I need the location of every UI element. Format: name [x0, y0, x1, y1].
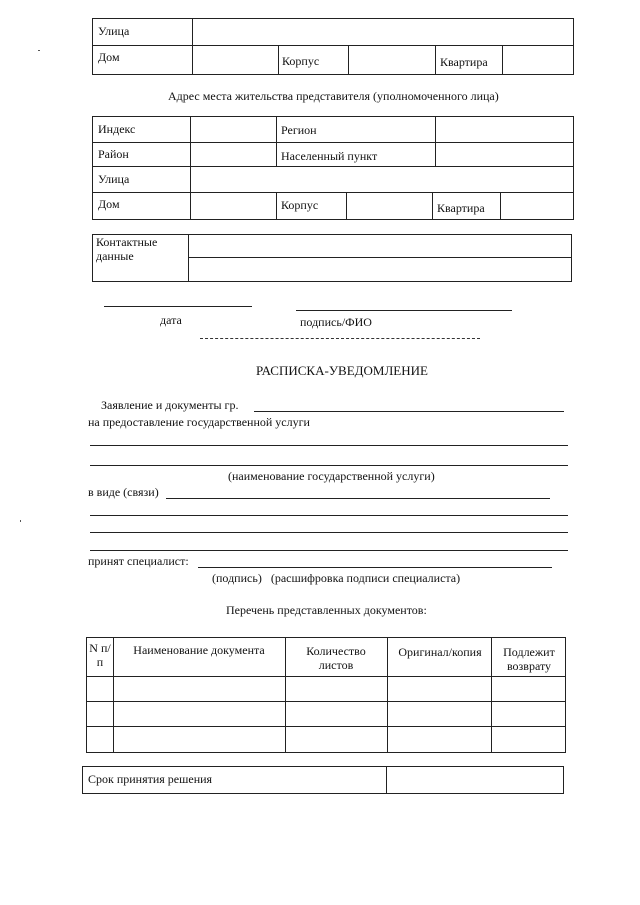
scan-speck — [20, 520, 21, 522]
divider — [276, 192, 277, 220]
service-line-2 — [90, 465, 568, 466]
divider — [86, 701, 566, 702]
scan-speck — [38, 50, 40, 51]
divider — [435, 45, 436, 75]
divider — [188, 257, 572, 258]
street-label: Улица — [98, 172, 130, 186]
divider — [86, 726, 566, 727]
signature-caption: подпись/ФИО — [300, 315, 372, 329]
service-caption: (наименование государственной услуги) — [228, 469, 435, 483]
divider — [432, 192, 433, 220]
divider — [92, 166, 574, 167]
form-label: в виде (связи) — [88, 485, 159, 499]
apartment-label: Квартира — [440, 55, 488, 69]
district-label: Район — [98, 147, 129, 161]
date-line — [104, 306, 252, 307]
docs-heading: Перечень представленных документов: — [226, 603, 427, 617]
signature-line — [296, 310, 512, 311]
divider — [500, 192, 501, 220]
apartment-label: Квартира — [437, 201, 485, 215]
col-header-number: N п/п — [89, 641, 111, 669]
divider — [387, 637, 388, 753]
divider — [92, 142, 574, 143]
form-line-3 — [90, 532, 568, 533]
building-label: Корпус — [281, 198, 319, 212]
col-header-name: Наименование документа — [133, 643, 265, 657]
building-label: Корпус — [282, 54, 320, 68]
divider — [92, 192, 574, 193]
divider — [502, 45, 503, 75]
divider — [435, 116, 436, 166]
region-label: Регион — [281, 123, 317, 137]
index-label: Индекс — [98, 122, 136, 136]
divider — [386, 766, 387, 794]
form-line-4 — [90, 550, 568, 551]
col-header-original: Оригинал/копия — [398, 645, 482, 659]
receipt-line2: на предоставление государственной услуги — [88, 415, 310, 429]
divider — [113, 637, 114, 753]
accepted-label: принят специалист: — [88, 554, 189, 568]
accepted-caption: (подпись) (расшифровка подписи специалиста) — [212, 571, 461, 585]
applicant-line — [254, 411, 564, 412]
cut-line — [200, 338, 480, 339]
divider — [190, 116, 191, 220]
divider — [86, 676, 566, 677]
contacts-label: Контактные данные — [96, 235, 158, 263]
divider — [285, 637, 286, 753]
form-line-2 — [90, 515, 568, 516]
date-caption: дата — [160, 313, 182, 327]
divider — [192, 18, 193, 75]
divider — [348, 45, 349, 75]
divider — [278, 45, 279, 75]
divider — [491, 637, 492, 753]
service-line-1 — [90, 445, 568, 446]
accepted-line — [198, 567, 552, 568]
receipt-title: РАСПИСКА-УВЕДОМЛЕНИЕ — [256, 363, 428, 378]
house-label: Дом — [98, 197, 120, 211]
decision-label: Срок принятия решения — [88, 772, 213, 786]
street-label: Улица — [98, 24, 130, 38]
rep-address-heading: Адрес места жительства представителя (уполномоченного лица) — [168, 89, 499, 103]
receipt-line1: Заявление и документы гр. — [101, 398, 239, 412]
divider — [276, 116, 277, 166]
form-line-1 — [166, 498, 550, 499]
divider — [188, 234, 189, 282]
house-label: Дом — [98, 50, 120, 64]
col-header-sheets: Количество листов — [306, 644, 366, 672]
locality-label: Населенный пункт — [281, 149, 378, 163]
col-header-return: Подлежит возврату — [503, 645, 555, 673]
divider — [346, 192, 347, 220]
rep-address-table — [92, 116, 574, 220]
